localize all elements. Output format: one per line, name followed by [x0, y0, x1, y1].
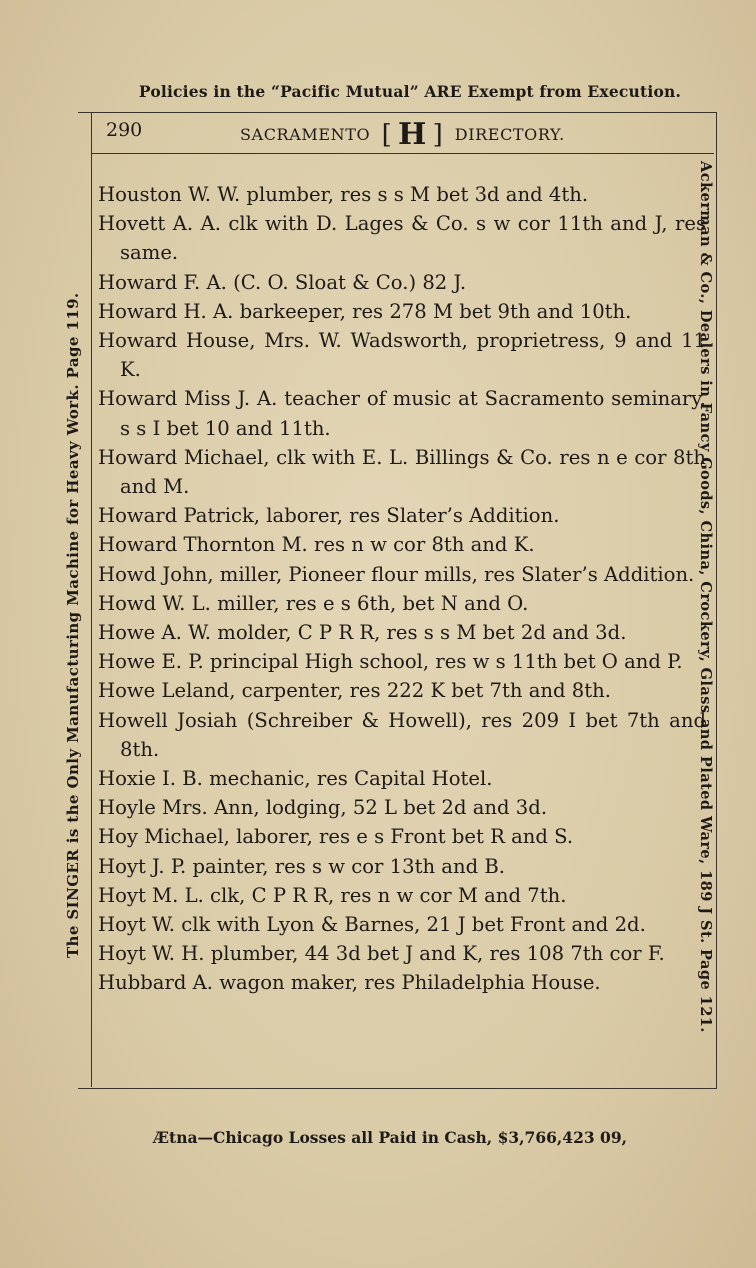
directory-entry: Howard F. A. (C. O. Sloat & Co.) 82 J. [98, 270, 467, 294]
page-number: 290 [106, 119, 143, 141]
directory-entry: Howell Josiah (Schreiber & Howell), res 209 I bet 7th and 8th. [98, 708, 706, 761]
directory-entry: Howd W. L. miller, res e s 6th, bet N and O. [98, 591, 529, 615]
section-letter: H [398, 117, 427, 152]
top-advert-banner: Policies in the “Pacific Mutual” ARE Exempt from Execution. [138, 82, 682, 101]
directory-entry: Howard Michael, clk with E. L. Billings & Co. res n e cor 8th and M. [98, 445, 706, 499]
directory-entry: Hoyt W. clk with Lyon & Barnes, 21 J bet Front and 2d. [98, 913, 646, 937]
directory-entry: Howe E. P. principal High school, res w s 11th bet O and P. [98, 650, 683, 674]
directory-entry: Howard House, Mrs. W. Wadsworth, proprietress, 9 and 11 K. [98, 329, 706, 382]
directory-entry: Hubbard A. wagon maker, res Philadelphia House. [98, 971, 601, 995]
directory-entry: Howd John, miller, Pioneer flour mills, res Slater’s Addition. [98, 562, 695, 586]
left-margin-advert: The SINGER is the Only Manufacturing Machine for Heavy Work. Page 119. [64, 292, 82, 958]
directory-entry: Hovett A. A. clk with D. Lages & Co. s w cor 11th and J, res same. [98, 212, 706, 265]
directory-entry: Howe Leland, carpenter, res 222 K bet 7th and 8th. [98, 679, 611, 703]
directory-entry: Howe A. W. molder, C P R R, res s s M bet 2d and 3d. [98, 621, 627, 645]
bottom-advert-banner: Ætna—Chicago Losses all Paid in Cash, $3,766,423 09, [153, 1128, 627, 1147]
right-margin-advert: Ackerman & Co., Dealers in Fancy Goods, China, Crockery, Glass and Plated Ware, 189 J St. Page 121. [697, 161, 714, 1033]
directory-label: DIRECTORY. [454, 125, 565, 144]
directory-entries [96, 180, 706, 998]
running-header [92, 113, 714, 154]
bracket-close: ] [432, 120, 444, 150]
directory-entry: Hoxie I. B. mechanic, res Capital Hotel. [98, 767, 493, 791]
running-head-title [240, 117, 565, 152]
directory-entry: Hoy Michael, laborer, res e s Front bet R and S. [98, 825, 574, 849]
directory-entry: Howard Thornton M. res n w cor 8th and K. [98, 533, 535, 557]
directory-entry: Hoyt W. H. plumber, 44 3d bet J and K, res 108 7th cor F. [98, 942, 665, 966]
directory-entry: Howard Miss J. A. teacher of music at Sacramento seminary, s s I bet 10 and 11th. [98, 387, 706, 440]
bracket-open: [ [381, 120, 393, 150]
directory-entry: Howard Patrick, laborer, res Slater’s Addition. [98, 504, 560, 528]
directory-entry: Hoyle Mrs. Ann, lodging, 52 L bet 2d and 3d. [98, 796, 548, 820]
directory-entry: Hoyt J. P. painter, res s w cor 13th and B. [98, 854, 506, 878]
directory-entry: Howard H. A. barkeeper, res 278 M bet 9th and 10th. [98, 299, 632, 323]
city-name: SACRAMENTO [240, 125, 371, 144]
directory-entry: Houston W. W. plumber, res s s M bet 3d and 4th. [98, 183, 589, 206]
left-margin-rule [91, 112, 92, 1087]
directory-entry: Hoyt M. L. clk, C P R R, res n w cor M and 7th. [98, 883, 567, 907]
